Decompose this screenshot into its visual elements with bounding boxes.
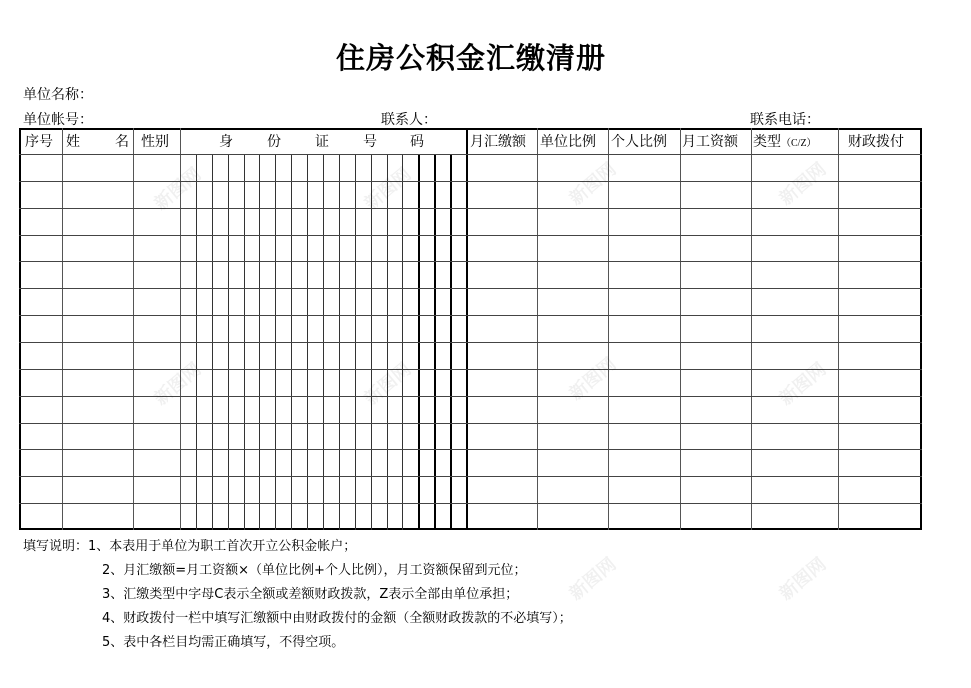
cell-seq[interactable] <box>22 316 61 341</box>
cell-id-number[interactable] <box>181 155 465 180</box>
cell-fiscal[interactable] <box>839 316 919 341</box>
cell-monthly-payment[interactable] <box>467 209 536 234</box>
header-id-char-4: 号 <box>363 134 377 150</box>
cell-id-number[interactable] <box>181 477 465 502</box>
payment-register-table <box>19 128 922 530</box>
cell-gender[interactable] <box>134 450 179 475</box>
cell-monthly-payment[interactable] <box>467 370 536 395</box>
cell-gender[interactable] <box>134 477 179 502</box>
cell-type[interactable] <box>752 504 837 529</box>
cell-monthly-wage[interactable] <box>681 397 750 422</box>
cell-unit-ratio[interactable] <box>538 262 607 287</box>
cell-type[interactable] <box>752 397 837 422</box>
cell-personal-ratio[interactable] <box>609 397 679 422</box>
cell-id-number[interactable] <box>181 504 465 529</box>
cell-id-number[interactable] <box>181 209 465 234</box>
header-id-char-1: 身 <box>219 134 233 150</box>
cell-monthly-payment[interactable] <box>467 424 536 449</box>
cell-type[interactable] <box>752 316 837 341</box>
cell-id-number[interactable] <box>181 450 465 475</box>
cell-seq[interactable] <box>22 477 61 502</box>
cell-fiscal[interactable] <box>839 209 919 234</box>
cell-unit-ratio[interactable] <box>538 289 607 314</box>
cell-name[interactable] <box>63 209 132 234</box>
cell-type[interactable] <box>752 182 837 207</box>
cell-id-number[interactable] <box>181 182 465 207</box>
cell-id-number[interactable] <box>181 262 465 287</box>
cell-fiscal[interactable] <box>839 477 919 502</box>
cell-monthly-payment[interactable] <box>467 397 536 422</box>
cell-seq[interactable] <box>22 289 61 314</box>
cell-name[interactable] <box>63 155 132 180</box>
cell-type[interactable] <box>752 289 837 314</box>
cell-gender[interactable] <box>134 209 179 234</box>
cell-unit-ratio[interactable] <box>538 450 607 475</box>
cell-id-number[interactable] <box>181 236 465 261</box>
cell-type[interactable] <box>752 155 837 180</box>
cell-name[interactable] <box>63 504 132 529</box>
header-monthly-payment: 月汇缴额 <box>470 134 526 150</box>
cell-personal-ratio[interactable] <box>609 316 679 341</box>
cell-unit-ratio[interactable] <box>538 236 607 261</box>
header-fiscal: 财政拨付 <box>848 134 904 150</box>
watermark-text: 新图网 <box>150 163 206 215</box>
header-gender: 性别 <box>141 134 169 150</box>
cell-personal-ratio[interactable] <box>609 504 679 529</box>
cell-seq[interactable] <box>22 155 61 180</box>
cell-id-number[interactable] <box>181 289 465 314</box>
cell-fiscal[interactable] <box>839 343 919 368</box>
cell-gender[interactable] <box>134 397 179 422</box>
cell-monthly-payment[interactable] <box>467 182 536 207</box>
header-type <box>753 130 817 154</box>
watermark-text: 新图网 <box>775 553 831 605</box>
cell-fiscal[interactable] <box>839 155 919 180</box>
cell-personal-ratio[interactable] <box>609 182 679 207</box>
cell-gender[interactable] <box>134 236 179 261</box>
watermark-text: 新图网 <box>565 158 621 210</box>
cell-fiscal[interactable] <box>839 236 919 261</box>
cell-gender[interactable] <box>134 155 179 180</box>
cell-gender[interactable] <box>134 370 179 395</box>
page-title: 住房公积金汇缴清册 <box>335 41 606 75</box>
cell-type[interactable] <box>752 450 837 475</box>
notes-item-3: 3、汇缴类型中字母C表示全额或差额财政拨款，Z表示全部由单位承担； <box>102 587 519 602</box>
cell-personal-ratio[interactable] <box>609 155 679 180</box>
header-name-first: 姓 <box>66 134 80 150</box>
cell-monthly-wage[interactable] <box>681 316 750 341</box>
header-type-label: 类型 <box>753 134 781 150</box>
cell-monthly-wage[interactable] <box>681 370 750 395</box>
cell-name[interactable] <box>63 236 132 261</box>
cell-monthly-wage[interactable] <box>681 236 750 261</box>
phone-label: 联系电话： <box>750 112 820 128</box>
cell-personal-ratio[interactable] <box>609 343 679 368</box>
cell-id-number[interactable] <box>181 424 465 449</box>
cell-monthly-payment[interactable] <box>467 316 536 341</box>
cell-seq[interactable] <box>22 450 61 475</box>
cell-personal-ratio[interactable] <box>609 236 679 261</box>
cell-name[interactable] <box>63 289 132 314</box>
cell-monthly-wage[interactable] <box>681 504 750 529</box>
cell-gender[interactable] <box>134 316 179 341</box>
cell-name[interactable] <box>63 450 132 475</box>
cell-personal-ratio[interactable] <box>609 209 679 234</box>
cell-seq[interactable] <box>22 262 61 287</box>
cell-personal-ratio[interactable] <box>609 289 679 314</box>
cell-monthly-payment[interactable] <box>467 289 536 314</box>
notes-item-2: 2、月汇缴额=月工资额×（单位比例+个人比例），月工资额保留到元位； <box>102 563 527 578</box>
cell-monthly-wage[interactable] <box>681 155 750 180</box>
cell-monthly-wage[interactable] <box>681 343 750 368</box>
cell-unit-ratio[interactable] <box>538 504 607 529</box>
header-personal-ratio: 个人比例 <box>611 134 667 150</box>
cell-name[interactable] <box>63 370 132 395</box>
notes-item-5: 5、表中各栏目均需正确填写，不得空项。 <box>102 635 345 650</box>
notes-item-1 <box>23 535 356 554</box>
cell-unit-ratio[interactable] <box>538 316 607 341</box>
cell-name[interactable] <box>63 182 132 207</box>
cell-monthly-wage[interactable] <box>681 262 750 287</box>
notes-label: 填写说明： <box>23 539 89 554</box>
cell-fiscal[interactable] <box>839 450 919 475</box>
watermark-text: 新图网 <box>565 353 621 405</box>
cell-seq[interactable] <box>22 343 61 368</box>
cell-unit-ratio[interactable] <box>538 182 607 207</box>
cell-fiscal[interactable] <box>839 262 919 287</box>
cell-unit-ratio[interactable] <box>538 155 607 180</box>
header-id-char-3: 证 <box>315 134 329 150</box>
notes-text-1: 1、本表用于单位为职工首次开立公积金帐户； <box>88 539 357 554</box>
cell-personal-ratio[interactable] <box>609 450 679 475</box>
cell-monthly-wage[interactable] <box>681 424 750 449</box>
cell-gender[interactable] <box>134 424 179 449</box>
cell-name[interactable] <box>63 477 132 502</box>
cell-fiscal[interactable] <box>839 182 919 207</box>
notes-item-4: 4、财政拨付一栏中填写汇缴额中由财政拨付的金额（全额财政拨款的不必填写）； <box>102 611 572 626</box>
cell-fiscal[interactable] <box>839 289 919 314</box>
header-name-second: 名 <box>115 134 129 150</box>
cell-type[interactable] <box>752 424 837 449</box>
cell-monthly-payment[interactable] <box>467 155 536 180</box>
header-id-char-5: 码 <box>410 134 424 150</box>
cell-name[interactable] <box>63 424 132 449</box>
header-monthly-wage: 月工资额 <box>682 134 738 150</box>
header-id-char-2: 份 <box>267 134 281 150</box>
cell-type[interactable] <box>752 209 837 234</box>
cell-seq[interactable] <box>22 504 61 529</box>
cell-monthly-wage[interactable] <box>681 477 750 502</box>
cell-monthly-wage[interactable] <box>681 182 750 207</box>
cell-type[interactable] <box>752 236 837 261</box>
cell-gender[interactable] <box>134 504 179 529</box>
contact-label: 联系人： <box>381 112 437 128</box>
cell-monthly-payment[interactable] <box>467 504 536 529</box>
watermark-text: 新图网 <box>150 358 206 410</box>
cell-id-number[interactable] <box>181 397 465 422</box>
cell-seq[interactable] <box>22 397 61 422</box>
cell-monthly-payment[interactable] <box>467 236 536 261</box>
unit-account-label: 单位帐号： <box>23 112 93 128</box>
cell-name[interactable] <box>63 262 132 287</box>
cell-type[interactable] <box>752 262 837 287</box>
cell-personal-ratio[interactable] <box>609 424 679 449</box>
cell-name[interactable] <box>63 343 132 368</box>
unit-name-label: 单位名称： <box>23 87 93 103</box>
cell-fiscal[interactable] <box>839 397 919 422</box>
cell-unit-ratio[interactable] <box>538 424 607 449</box>
cell-monthly-payment[interactable] <box>467 343 536 368</box>
cell-gender[interactable] <box>134 262 179 287</box>
cell-seq[interactable] <box>22 236 61 261</box>
watermark-text: 新图网 <box>565 553 621 605</box>
cell-type[interactable] <box>752 370 837 395</box>
cell-monthly-wage[interactable] <box>681 289 750 314</box>
cell-seq[interactable] <box>22 182 61 207</box>
watermark-text: 新图网 <box>360 358 416 410</box>
watermark-text: 新图网 <box>775 158 831 210</box>
cell-type[interactable] <box>752 477 837 502</box>
cell-monthly-payment[interactable] <box>467 477 536 502</box>
cell-gender[interactable] <box>134 343 179 368</box>
cell-monthly-payment[interactable] <box>467 262 536 287</box>
cell-fiscal[interactable] <box>839 504 919 529</box>
cell-type[interactable] <box>752 343 837 368</box>
cell-unit-ratio[interactable] <box>538 397 607 422</box>
cell-name[interactable] <box>63 397 132 422</box>
cell-monthly-payment[interactable] <box>467 450 536 475</box>
cell-id-number[interactable] <box>181 343 465 368</box>
cell-unit-ratio[interactable] <box>538 370 607 395</box>
cell-id-number[interactable] <box>181 370 465 395</box>
header-seq: 序号 <box>25 134 53 150</box>
cell-monthly-wage[interactable] <box>681 450 750 475</box>
header-type-hint: （C/Z） <box>781 138 817 149</box>
header-unit-ratio: 单位比例 <box>540 134 596 150</box>
cell-gender[interactable] <box>134 289 179 314</box>
cell-fiscal[interactable] <box>839 370 919 395</box>
cell-unit-ratio[interactable] <box>538 209 607 234</box>
cell-unit-ratio[interactable] <box>538 343 607 368</box>
watermark-text: 新图网 <box>360 163 416 215</box>
cell-seq[interactable] <box>22 424 61 449</box>
cell-monthly-wage[interactable] <box>681 209 750 234</box>
cell-name[interactable] <box>63 316 132 341</box>
cell-seq[interactable] <box>22 209 61 234</box>
cell-seq[interactable] <box>22 370 61 395</box>
cell-personal-ratio[interactable] <box>609 262 679 287</box>
cell-id-number[interactable] <box>181 316 465 341</box>
cell-personal-ratio[interactable] <box>609 477 679 502</box>
cell-fiscal[interactable] <box>839 424 919 449</box>
cell-unit-ratio[interactable] <box>538 477 607 502</box>
cell-personal-ratio[interactable] <box>609 370 679 395</box>
watermark-text: 新图网 <box>775 358 831 410</box>
cell-gender[interactable] <box>134 182 179 207</box>
